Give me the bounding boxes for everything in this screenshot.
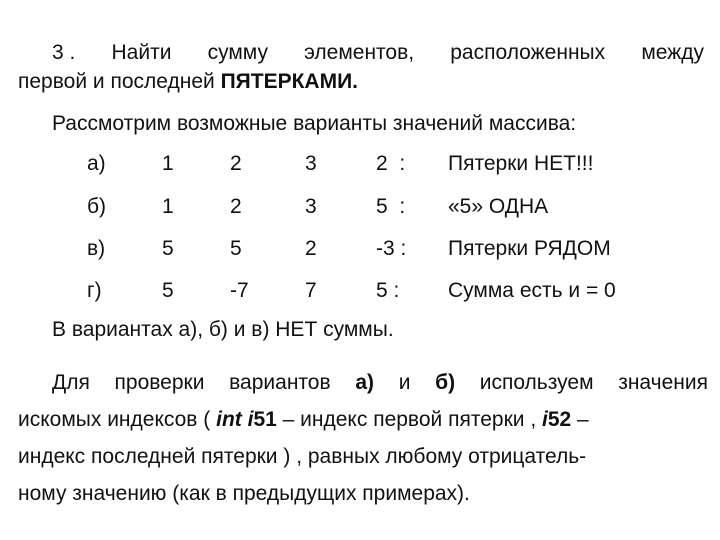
variant-value: 2	[230, 195, 242, 218]
title-word: расположенных	[450, 41, 606, 64]
word: используем	[479, 371, 594, 394]
text-run: i	[542, 408, 548, 431]
variant-note: Сумма есть и = 0	[448, 279, 616, 302]
variant-value: 2	[305, 237, 317, 260]
text-run: i	[247, 408, 254, 431]
variant-value: 7	[305, 279, 317, 302]
explanation-paragraph	[18, 364, 708, 512]
variant-note: Пятерки НЕТ!!!	[448, 152, 594, 175]
explanation-line-2	[18, 401, 708, 438]
word: проверки	[114, 371, 205, 394]
variant-row-b	[0, 195, 720, 227]
title-word: элементов,	[304, 41, 415, 64]
explanation-line-1	[18, 364, 708, 401]
variant-label: а)	[87, 152, 106, 175]
variant-value: -7	[230, 279, 249, 302]
variant-value: 1	[162, 195, 174, 218]
variant-value: 1	[162, 152, 174, 175]
task-title-line-2	[18, 67, 704, 96]
text-run: int	[216, 408, 242, 431]
task-title-line-1	[18, 38, 704, 67]
word: вариантов	[229, 371, 331, 394]
variant-value: 3	[305, 195, 317, 218]
title-emphasis: ПЯТЕРКАМИ.	[220, 70, 359, 93]
text-run: 51	[253, 408, 277, 431]
word: а)	[355, 371, 375, 394]
variant-value: -3 :	[376, 237, 407, 260]
variant-label: г)	[87, 279, 102, 302]
variant-label: б)	[87, 195, 107, 218]
explanation-line-4: ному значению (как в предыдущих примерах).	[18, 482, 470, 505]
word: Для	[52, 371, 90, 394]
text-run: – индекс первой пятерки ,	[276, 408, 542, 431]
title-word: Найти	[111, 41, 172, 64]
variant-value: 5 :	[376, 195, 406, 218]
conclusion-text: В вариантах а), б) и в) НЕТ суммы.	[52, 318, 394, 341]
title-word: сумму	[207, 41, 268, 64]
text-run: искомых индексов (	[18, 408, 217, 431]
intro-text: Рассмотрим возможные варианты значений массива:	[52, 112, 577, 135]
variant-value: 5	[230, 237, 242, 260]
word: б)	[435, 371, 456, 394]
variant-row-v	[0, 237, 720, 269]
word: значения	[618, 371, 708, 394]
variant-value: 5	[162, 279, 174, 302]
title-word: 3 .	[52, 41, 76, 64]
word: и	[398, 371, 411, 394]
variant-row-g	[0, 279, 720, 311]
text-run: 52	[547, 408, 572, 431]
variant-value: 5	[162, 237, 174, 260]
title-word: между	[641, 41, 704, 64]
variant-row-a	[0, 152, 720, 184]
variant-value: 2 :	[376, 152, 406, 175]
variant-value: 3	[305, 152, 317, 175]
explanation-line-3: индекс последней пятерки ) , равных любому отрицатель-	[18, 445, 587, 468]
variant-value: 2	[230, 152, 242, 175]
variant-label: в)	[87, 237, 106, 260]
text-run: –	[571, 408, 589, 431]
variant-note: Пятерки РЯДОМ	[448, 237, 611, 260]
variant-value: 5 :	[376, 279, 400, 302]
task-title	[18, 38, 704, 96]
title-plain: первой и последней	[18, 70, 221, 93]
variant-note: «5» ОДНА	[448, 195, 549, 218]
